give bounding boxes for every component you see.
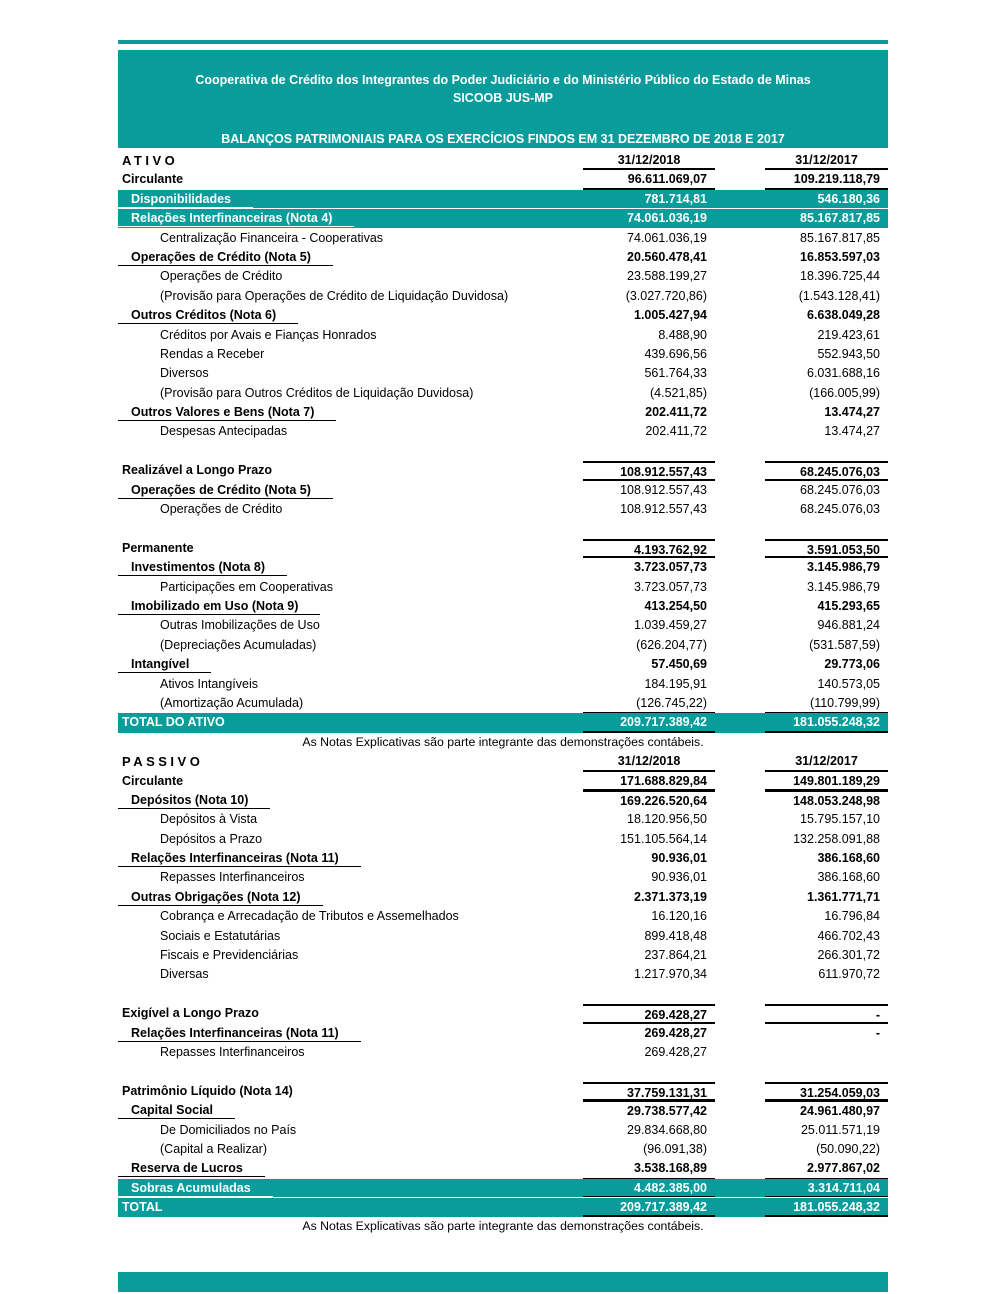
row-label xyxy=(118,655,583,674)
report-header xyxy=(118,50,888,148)
column-gap xyxy=(715,190,765,208)
column-gap xyxy=(715,694,765,713)
row-label: Créditos por Avais e Fianças Honrados xyxy=(160,327,377,342)
value-2017: (1.543.128,41) xyxy=(798,288,880,303)
value-2018 xyxy=(583,442,715,461)
row-label xyxy=(118,791,583,810)
row-label xyxy=(118,1159,583,1178)
value-2018: 37.759.131,31 xyxy=(583,1082,715,1101)
value-2017: 3.145.986,79 xyxy=(807,579,880,594)
value-2017: 140.573,05 xyxy=(817,676,880,691)
column-gap xyxy=(715,558,765,577)
value-2017: 85.167.817,85 xyxy=(800,230,880,245)
row-label xyxy=(118,248,583,267)
passivo-section xyxy=(118,752,888,1217)
table-row xyxy=(118,539,888,558)
row-label: TOTAL xyxy=(122,1200,163,1215)
column-gap xyxy=(715,248,765,267)
value-2018: (126.745,22) xyxy=(583,694,715,713)
table-row xyxy=(118,888,888,907)
row-label xyxy=(118,849,583,868)
value-2018: 108.912.557,43 xyxy=(620,482,707,497)
row-label-text: Operações de Crédito (Nota 5) xyxy=(118,248,333,266)
row-label-text: Intangível xyxy=(118,655,211,673)
value-2018: 269.428,27 xyxy=(644,1044,707,1059)
value-2018: (626.204,77) xyxy=(636,637,707,652)
column-gap xyxy=(715,752,765,771)
table-row xyxy=(118,791,888,810)
column-gap xyxy=(715,345,765,364)
value-2017: 386.168,60 xyxy=(817,851,880,866)
value-2018: 2.371.373,19 xyxy=(634,889,707,904)
row-label: Diversos xyxy=(160,366,209,381)
row-label xyxy=(118,442,583,461)
value-2018: 561.764,33 xyxy=(644,366,707,381)
value-2018: 108.912.557,43 xyxy=(620,502,707,517)
value-2017: 13.474,27 xyxy=(824,424,880,439)
value-2018: 3.538.168,89 xyxy=(583,1159,715,1178)
value-2018: 202.411,72 xyxy=(645,424,707,439)
row-label: Circulante xyxy=(122,773,184,788)
row-label: Repasses Interfinanceiros xyxy=(160,1044,305,1059)
report-title: BALANÇOS PATRIMONIAIS PARA OS EXERCÍCIOS FINDOS EM 31 DEZEMBRO DE 2018 E 2017 xyxy=(221,132,785,146)
table-row xyxy=(118,946,888,965)
column-gap xyxy=(715,927,765,946)
row-label xyxy=(118,209,583,227)
value-2018: 3.723.057,73 xyxy=(634,560,707,575)
column-header-2018: 31/12/2018 xyxy=(583,151,715,170)
table-row xyxy=(118,170,888,189)
value-2017: 24.961.480,97 xyxy=(765,1101,888,1120)
column-gap xyxy=(715,791,765,810)
table-row xyxy=(118,965,888,984)
row-label: Depósitos à Vista xyxy=(160,812,258,827)
row-label xyxy=(118,403,583,422)
footnote-passivo: As Notas Explicativas são parte integrante das demonstrações contábeis. xyxy=(302,1219,704,1234)
value-2017: 181.055.248,32 xyxy=(765,713,888,732)
column-gap xyxy=(715,1043,765,1062)
column-gap xyxy=(715,306,765,325)
row-label-text: Outros Créditos (Nota 6) xyxy=(118,306,298,324)
row-label xyxy=(118,888,583,907)
table-row xyxy=(118,772,888,791)
value-2018 xyxy=(583,519,715,538)
value-2018: 413.254,50 xyxy=(644,598,707,613)
table-row xyxy=(118,306,888,325)
row-label-text: Outras Obrigações (Nota 12) xyxy=(118,888,323,906)
column-header-row xyxy=(118,151,888,170)
value-2018: 781.714,81 xyxy=(644,191,707,206)
column-gap xyxy=(715,888,765,907)
row-label xyxy=(118,1101,583,1120)
value-2017: 546.180,36 xyxy=(817,191,880,206)
column-header-2017: 31/12/2017 xyxy=(765,752,888,771)
table-row xyxy=(118,500,888,519)
value-2018: 90.936,01 xyxy=(651,851,707,866)
value-2017: 148.053.248,98 xyxy=(765,791,888,810)
row-label-text: Relações Interfinanceiras (Nota 11) xyxy=(118,1024,361,1042)
value-2017: 2.977.867,02 xyxy=(765,1159,888,1178)
value-2018: 202.411,72 xyxy=(645,405,707,420)
value-2018: 18.120.956,50 xyxy=(627,812,707,827)
column-gap xyxy=(715,597,765,616)
table-row xyxy=(118,248,888,267)
value-2018 xyxy=(583,1062,715,1081)
column-gap xyxy=(715,675,765,694)
value-2018: 169.226.520,64 xyxy=(583,791,715,810)
row-label: Repasses Interfinanceiros xyxy=(160,870,305,885)
table-row xyxy=(118,384,888,403)
column-gap xyxy=(715,151,765,170)
row-label: Operações de Crédito xyxy=(160,269,283,284)
value-2018: 4.482.385,00 xyxy=(583,1179,715,1197)
column-gap xyxy=(715,1179,765,1197)
column-gap xyxy=(715,461,765,480)
row-label-text: Disponibilidades xyxy=(118,190,253,208)
row-label xyxy=(118,1024,583,1043)
row-label xyxy=(118,558,583,577)
column-gap xyxy=(715,287,765,306)
column-gap xyxy=(715,170,765,189)
column-gap xyxy=(715,267,765,286)
row-label: Cobrança e Arrecadação de Tributos e Assemelhados xyxy=(160,909,459,924)
column-gap xyxy=(715,1198,765,1217)
value-2018: (3.027.720,86) xyxy=(625,288,707,303)
value-2017: 149.801.189,29 xyxy=(765,772,888,791)
value-2017 xyxy=(765,442,888,461)
value-2018: 269.428,27 xyxy=(583,1004,715,1023)
row-label xyxy=(118,306,583,325)
value-2017: 132.258.091,88 xyxy=(793,831,880,846)
value-2017: 266.301,72 xyxy=(817,948,880,963)
value-2018: 90.936,01 xyxy=(651,870,707,885)
row-label: (Depreciações Acumuladas) xyxy=(160,637,317,652)
value-2017: 31.254.059,03 xyxy=(765,1082,888,1101)
column-gap xyxy=(715,655,765,674)
value-2018: 29.738.577,42 xyxy=(583,1101,715,1120)
value-2017: 85.167.817,85 xyxy=(800,211,880,226)
row-label: Despesas Antecipadas xyxy=(160,424,288,439)
value-2017: 13.474,27 xyxy=(824,405,880,420)
value-2018: 151.105.564,14 xyxy=(620,831,707,846)
row-label xyxy=(118,481,583,500)
value-2017: 466.702,43 xyxy=(817,928,880,943)
column-gap xyxy=(715,384,765,403)
row-label-text: Reserva de Lucros xyxy=(118,1159,265,1177)
ativo-section xyxy=(118,151,888,733)
table-row xyxy=(118,481,888,500)
row-label-text: Relações Interfinanceiras (Nota 4) xyxy=(118,209,354,227)
table-row xyxy=(118,442,888,461)
value-2018: 184.195,91 xyxy=(644,676,707,691)
row-label-text: Outros Valores e Bens (Nota 7) xyxy=(118,403,336,421)
row-label: Realizável a Longo Prazo xyxy=(122,463,273,478)
value-2017: - xyxy=(765,1004,888,1023)
section-title: ATIVO xyxy=(122,153,179,168)
table-row xyxy=(118,1082,888,1101)
table-row xyxy=(118,326,888,345)
table-row xyxy=(118,675,888,694)
row-label xyxy=(118,1179,583,1197)
value-2017: - xyxy=(875,1025,880,1040)
column-gap xyxy=(715,810,765,829)
column-header-2018: 31/12/2018 xyxy=(583,752,715,771)
column-gap xyxy=(715,364,765,383)
balance-sheet-table xyxy=(118,151,888,1237)
table-row xyxy=(118,1179,888,1198)
value-2018: 439.696,56 xyxy=(644,346,707,361)
row-label xyxy=(118,190,583,208)
column-gap xyxy=(715,713,765,732)
bottom-border-strip xyxy=(118,1272,888,1292)
value-2017 xyxy=(765,985,888,1004)
column-gap xyxy=(715,1024,765,1043)
value-2018: 74.061.036,19 xyxy=(627,211,707,226)
row-label: Circulante xyxy=(122,172,184,187)
row-label: TOTAL DO ATIVO xyxy=(122,715,225,730)
row-label xyxy=(118,985,583,1004)
table-row xyxy=(118,209,888,228)
table-row xyxy=(118,1140,888,1159)
row-label: Depósitos a Prazo xyxy=(160,831,263,846)
column-gap xyxy=(715,1082,765,1101)
table-row xyxy=(118,616,888,635)
value-2017: (166.005,99) xyxy=(809,385,880,400)
column-gap xyxy=(715,1159,765,1178)
row-label xyxy=(118,597,583,616)
value-2017: 16.796,84 xyxy=(824,909,880,924)
column-gap xyxy=(715,636,765,655)
table-row xyxy=(118,578,888,597)
value-2017: 611.970,72 xyxy=(818,967,880,982)
row-label: Centralização Financeira - Cooperativas xyxy=(160,230,384,245)
section-title: PASSIVO xyxy=(122,754,204,770)
table-row xyxy=(118,345,888,364)
row-label-text: Relações Interfinanceiras (Nota 11) xyxy=(118,849,361,867)
value-2018: 74.061.036,19 xyxy=(627,230,707,245)
column-gap xyxy=(715,946,765,965)
row-label: Diversas xyxy=(160,967,209,982)
table-row xyxy=(118,422,888,441)
column-gap xyxy=(715,1101,765,1120)
table-row xyxy=(118,1121,888,1140)
footnote-ativo: As Notas Explicativas são parte integrante das demonstrações contábeis. xyxy=(302,734,704,749)
column-gap xyxy=(715,326,765,345)
value-2018: (4.521,85) xyxy=(650,385,707,400)
table-row xyxy=(118,229,888,248)
row-label: (Capital a Realizar) xyxy=(160,1141,267,1156)
row-label-text: Sobras Acumuladas xyxy=(118,1179,273,1197)
value-2017: 68.245.076,03 xyxy=(800,482,880,497)
value-2017: 15.795.157,10 xyxy=(800,812,880,827)
value-2018: 29.834.668,80 xyxy=(627,1122,707,1137)
value-2018: 899.418,48 xyxy=(644,928,707,943)
top-border-strip xyxy=(118,40,888,44)
value-2018: 209.717.389,42 xyxy=(583,713,715,732)
table-row xyxy=(118,810,888,829)
row-label-text: Investimentos (Nota 8) xyxy=(118,558,287,576)
table-row xyxy=(118,830,888,849)
row-label: De Domiciliados no País xyxy=(160,1122,297,1137)
row-label: Fiscais e Previdenciárias xyxy=(160,948,299,963)
column-gap xyxy=(715,578,765,597)
value-2018: 1.217.970,34 xyxy=(634,967,707,982)
table-row xyxy=(118,636,888,655)
row-label: Participações em Cooperativas xyxy=(160,579,333,594)
column-gap xyxy=(715,1121,765,1140)
table-row xyxy=(118,403,888,422)
column-gap xyxy=(715,616,765,635)
value-2018: 20.560.478,41 xyxy=(627,249,707,264)
column-gap xyxy=(715,481,765,500)
table-row xyxy=(118,190,888,209)
table-row xyxy=(118,927,888,946)
column-header-2017: 31/12/2017 xyxy=(765,151,888,170)
table-row xyxy=(118,1159,888,1178)
column-gap xyxy=(715,1062,765,1081)
row-label-text: Capital Social xyxy=(118,1101,235,1119)
row-label: Rendas a Receber xyxy=(160,346,265,361)
column-gap xyxy=(715,985,765,1004)
row-label: Operações de Crédito xyxy=(160,502,283,517)
value-2017: 3.591.053,50 xyxy=(765,539,888,558)
table-row xyxy=(118,849,888,868)
column-gap xyxy=(715,907,765,926)
table-row xyxy=(118,655,888,674)
value-2017: 6.031.688,16 xyxy=(807,366,880,381)
value-2017: 68.245.076,03 xyxy=(800,502,880,517)
row-label: Sociais e Estatutárias xyxy=(160,928,281,943)
value-2018: 23.588.199,27 xyxy=(627,269,707,284)
value-2017: 109.219.118,79 xyxy=(765,170,888,189)
table-row xyxy=(118,597,888,616)
column-gap xyxy=(715,539,765,558)
column-header-row xyxy=(118,752,888,771)
value-2017: 68.245.076,03 xyxy=(765,461,888,480)
value-2018: 108.912.557,43 xyxy=(583,461,715,480)
value-2018: (96.091,38) xyxy=(643,1141,707,1156)
value-2017: 552.943,50 xyxy=(817,346,880,361)
coop-short-name: SICOOB JUS-MP xyxy=(452,91,553,105)
value-2018: 209.717.389,42 xyxy=(583,1198,715,1217)
table-row xyxy=(118,364,888,383)
row-label-text: Imobilizado em Uso (Nota 9) xyxy=(118,597,320,615)
value-2017: (110.799,99) xyxy=(765,694,888,713)
row-label-text: Operações de Crédito (Nota 5) xyxy=(118,481,333,499)
value-2018: 4.193.762,92 xyxy=(583,539,715,558)
row-label: (Provisão para Outros Créditos de Liquidação Duvidosa) xyxy=(160,385,474,400)
value-2017: 25.011.571,19 xyxy=(800,1122,880,1137)
table-row xyxy=(118,287,888,306)
value-2017 xyxy=(765,1043,888,1062)
value-2018: 237.864,21 xyxy=(644,948,707,963)
row-label: Exigível a Longo Prazo xyxy=(122,1006,259,1021)
table-row xyxy=(118,558,888,577)
column-gap xyxy=(715,849,765,868)
value-2017: 1.361.771,71 xyxy=(807,889,880,904)
table-row xyxy=(118,267,888,286)
value-2017: 3.314.711,04 xyxy=(765,1179,888,1197)
value-2018: 1.005.427,94 xyxy=(634,308,707,323)
row-label: Outras Imobilizações de Uso xyxy=(160,618,320,633)
value-2018: 1.039.459,27 xyxy=(634,618,707,633)
value-2017: 16.853.597,03 xyxy=(800,249,880,264)
value-2017: 3.145.986,79 xyxy=(807,560,880,575)
column-gap xyxy=(715,772,765,791)
value-2017: (50.090,22) xyxy=(816,1141,880,1156)
value-2018: 269.428,27 xyxy=(644,1025,707,1040)
table-row xyxy=(118,1024,888,1043)
coop-full-name: Cooperativa de Crédito dos Integrantes do Poder Judiciário e do Ministério Público do Estado de Minas xyxy=(195,73,811,87)
value-2018 xyxy=(583,985,715,1004)
value-2018: 8.488,90 xyxy=(658,327,707,342)
value-2017: (531.587,59) xyxy=(809,637,880,652)
column-gap xyxy=(715,422,765,441)
row-label: Ativos Intangíveis xyxy=(160,676,258,691)
column-gap xyxy=(715,868,765,887)
column-gap xyxy=(715,500,765,519)
table-row xyxy=(118,985,888,1004)
row-label xyxy=(118,519,583,538)
column-gap xyxy=(715,209,765,227)
column-gap xyxy=(715,403,765,422)
table-row xyxy=(118,868,888,887)
value-2017: 18.396.725,44 xyxy=(800,269,880,284)
row-label: (Amortização Acumulada) xyxy=(160,695,304,710)
value-2018: 16.120,16 xyxy=(651,909,707,924)
row-label-text: Depósitos (Nota 10) xyxy=(118,791,270,809)
table-row xyxy=(118,519,888,538)
column-gap xyxy=(715,1140,765,1159)
row-label: Patrimônio Líquido (Nota 14) xyxy=(122,1083,293,1098)
table-row xyxy=(118,1198,888,1217)
value-2017: 219.423,61 xyxy=(817,327,880,342)
value-2018: 96.611.069,07 xyxy=(583,170,715,189)
column-gap xyxy=(715,229,765,248)
value-2017 xyxy=(765,1062,888,1081)
value-2017: 29.773,06 xyxy=(824,657,880,672)
table-row xyxy=(118,1043,888,1062)
value-2017: 415.293,65 xyxy=(817,598,880,613)
table-row xyxy=(118,907,888,926)
table-row xyxy=(118,713,888,732)
value-2017 xyxy=(765,519,888,538)
value-2017: 946.881,24 xyxy=(817,618,880,633)
row-label: Permanente xyxy=(122,540,194,555)
table-row xyxy=(118,461,888,480)
value-2018: 57.450,69 xyxy=(651,657,707,672)
column-gap xyxy=(715,1004,765,1023)
value-2017: 386.168,60 xyxy=(817,870,880,885)
table-row xyxy=(118,1101,888,1120)
row-label xyxy=(118,1062,583,1081)
value-2017: 181.055.248,32 xyxy=(765,1198,888,1217)
column-gap xyxy=(715,442,765,461)
table-row xyxy=(118,694,888,713)
table-row xyxy=(118,1004,888,1023)
row-label: (Provisão para Operações de Crédito de Liquidação Duvidosa) xyxy=(160,288,509,303)
value-2017: 6.638.049,28 xyxy=(807,308,880,323)
value-2018: 171.688.829,84 xyxy=(583,772,715,791)
value-2018: 3.723.057,73 xyxy=(634,579,707,594)
column-gap xyxy=(715,519,765,538)
table-row xyxy=(118,1062,888,1081)
column-gap xyxy=(715,965,765,984)
column-gap xyxy=(715,830,765,849)
